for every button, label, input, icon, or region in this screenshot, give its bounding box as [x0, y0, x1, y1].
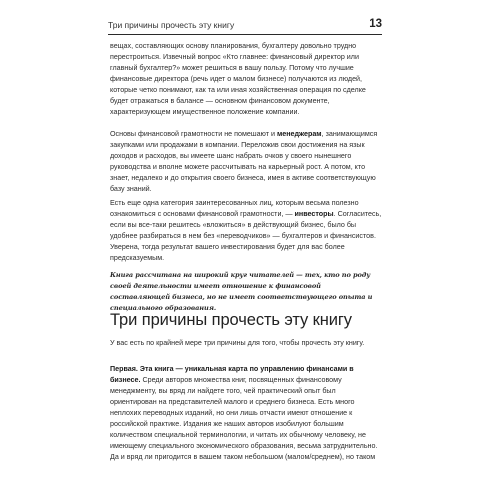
paragraph-text-end: . Согласитесь, если вы все-таки решитесь «вложиться» в действующий бизнес, было бы удобнее разбираться в нем без «переводчиков» — бухгалтеров и финансистов. Уверена, тогда результат вашего инвестирования будет для вас более предсказуемым.	[110, 210, 382, 262]
first-reason-text: Среди авторов множества книг, посвященных финансовому менеджменту, вы вряд ли найдете того, чей практический опыт был ориентирован на представителей малого и среднего бизнеса. Есть много неплохих переводных изданий, но они лишь отчасти имеют отношение к российской практике. Издания же наших авторов изобилуют большим количеством специальной терминологии, и читать их обычному человеку, не имеющему специального экономического образования, весьма затруднительно. Да и вряд ли пригодится в вашем таком небольшом (малом/среднем), но таком	[110, 376, 378, 461]
running-title: Три причины прочесть эту книгу	[108, 20, 235, 30]
paragraph-text-end: , занимающимся закупками или продажами в компании. Переложив свои достижения на язык доходов и расходов, вы имеете шанс набрать очков у своего нынешнего руководства и вполне можете рассчитывать на карьерный рост. А потом, кто знает, недалеко и до открытия своего бизнеса, имея в активе соответствующую базу знаний.	[110, 130, 378, 193]
paragraph-accountants	[110, 41, 382, 118]
section-heading: Три причины прочесть эту книгу	[110, 311, 352, 329]
bold-term-managers: менеджерам	[276, 130, 322, 138]
paragraph-first-reason	[110, 364, 382, 463]
first-reason-lead: Первая. Эта книга — уникальная карта по управлению финансами в бизнесе.	[110, 365, 354, 384]
paragraph-text: вещах, составляющих основу планирования, бухгалтеру довольно трудно перестроиться. Извечный вопрос «Кто главнее: финансовый директор или главный бухгалтер?» может решиться в вашу пользу. Потому что лучшие финансовые директора (речь идет о малом бизнесе) получаются из людей, которые четко понимают, как та или иная хозяйственная операция по сделке будет отражаться в балансе — основном финансовом документе, характеризующем имущественное положение компании.	[110, 42, 366, 116]
bold-term-investors: инвесторы	[294, 210, 334, 218]
paragraph-text-start: Есть еще одна категория заинтересованных лиц, которым весьма полезно ознакомиться с основами финансовой грамотности, —	[110, 199, 359, 218]
paragraph-text-start: Основы финансовой грамотности не помешают и	[110, 130, 277, 138]
page-number: 13	[369, 18, 382, 30]
paragraph-managers	[110, 129, 382, 195]
callout-quote: Книга рассчитана на широкий круг читателей — тех, кто по роду своей деятельности имеет отношение к финансовой составляющей бизнеса, но не имеет соответствующего опыта и специального образования.	[110, 271, 373, 312]
paragraph-investors	[110, 198, 382, 264]
section-intro: У вас есть по крайней мере три причины для того, чтобы прочесть эту книгу.	[110, 339, 365, 347]
running-header	[108, 18, 382, 35]
